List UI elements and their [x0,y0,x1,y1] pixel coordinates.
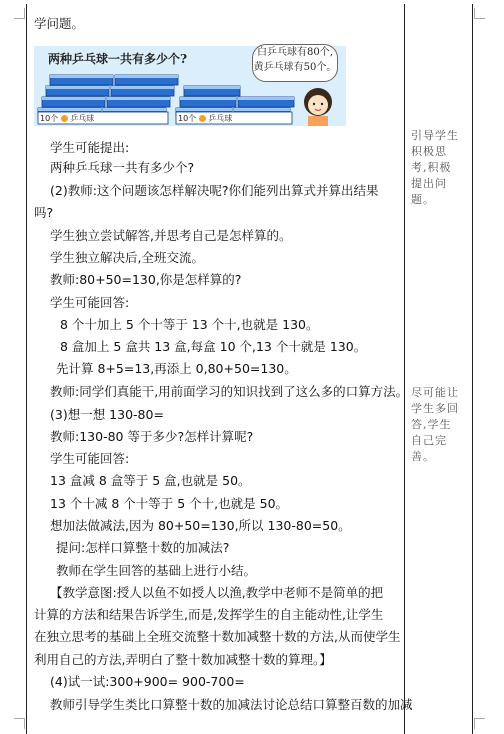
text-line: 教师:同学们真能干,用前面学习的知识找到了这么多的口算方法。 [50,384,409,399]
ping-pong-box-top [184,86,240,89]
text-line: 计算的方法和结果告诉学生,而是,发挥学生的自主能动性,让学生 [34,607,384,622]
ping-pong-box-top [107,97,170,100]
text-line: 13 个十减 8 个十等于 5 个十,也就是 50。 [50,496,289,511]
ping-pong-box-top [103,108,166,111]
text-line: 学生可能回答: [50,295,130,310]
text-line: (2)教师:这个问题该怎样解决呢?你们能列出算式并算出结果 [50,183,379,198]
ping-pong-box-top [180,97,236,100]
text-line: 学生可能提出: [50,140,130,155]
right-box-label: 10个 乒乓球 [178,114,233,123]
girl-icon [304,88,332,126]
ping-pong-box-top [234,108,290,111]
text-line: 想加法做减法,因为 80+50=130,所以 130-80=50。 [50,518,351,533]
ball-icon [61,115,68,122]
ping-pong-box-top [115,75,178,78]
text-line: 8 个十加上 5 个十等于 13 个十,也就是 130。 [60,317,319,332]
text-line: (4)试一试:300+900= 900-700= [50,674,245,689]
text-line: 教师:80+50=130,你是怎样算的? [50,272,242,287]
ball-icon [199,115,206,122]
bubble-line-2: 黄乒乓球有50个。 [253,62,337,73]
margin-corner-top-right [474,8,485,19]
text-line: 13 盒减 8 盒等于 5 盒,也就是 50。 [50,473,251,488]
text-line: (3)想一想 130-80= [50,407,164,422]
text-line: 【教学意图:授人以鱼不如授人以渔,教学中老师不是简单的把 [50,585,384,600]
speech-bubble [252,44,338,82]
ping-pong-box-top [46,86,109,89]
illustration-question: 两种乒乓球一共有多少个? [48,52,188,66]
ping-pong-box-top [111,86,174,89]
ping-pong-box-top [42,97,105,100]
table-column-divider [404,4,405,734]
ping-pong-box-top [38,108,101,111]
text-line: 吗? [34,205,54,220]
text-line: 教师:130-80 等于多少?怎样计算呢? [50,429,254,444]
text-line: 学生独立解决后,全班交流。 [50,250,204,265]
left-box-label: 10个 乒乓球 [40,114,95,123]
side-note-1: 引导学生 积极思 考,积极 提出问 题。 [411,129,459,206]
text-line: 两种乒乓球一共有多少个? [50,160,195,175]
ping-pong-box-top [238,97,294,100]
side-note-2: 尽可能让 学生多回 答,学生 自己完 善。 [411,386,459,463]
bubble-line-1: 白乒乓球有80个, [257,47,333,58]
margin-corner-top-left [14,8,25,19]
text-line: 教师在学生回答的基础上进行小结。 [56,563,257,578]
ping-pong-box-top [176,108,232,111]
text-line: 提问:怎样口算整十数的加减法? [56,540,230,555]
text-line: 在独立思考的基础上全班交流整十数加减整十数的方法,从而使学生 [34,629,401,644]
ping-pong-box-top [50,75,113,78]
text-line: 学生独立尝试解答,并思考自己是怎样算的。 [50,228,292,243]
text-line: 教师引导学生类比口算整十数的加减法讨论总结口算整百数的加减 [50,697,413,712]
top-line: 学问题。 [34,16,85,31]
text-line: 先计算 8+5=13,再添上 0,80+50=130。 [56,361,297,376]
margin-corner-bottom-left [14,718,25,729]
margin-corner-bottom-right [474,718,485,729]
text-line: 利用自己的方法,弄明白了整十数加减整十数的算理。】 [34,652,332,667]
text-line: 学生可能回答: [50,451,130,466]
text-line: 8 盒加上 5 盒共 13 盒,每盒 10 个,13 个十就是 130。 [60,339,367,354]
